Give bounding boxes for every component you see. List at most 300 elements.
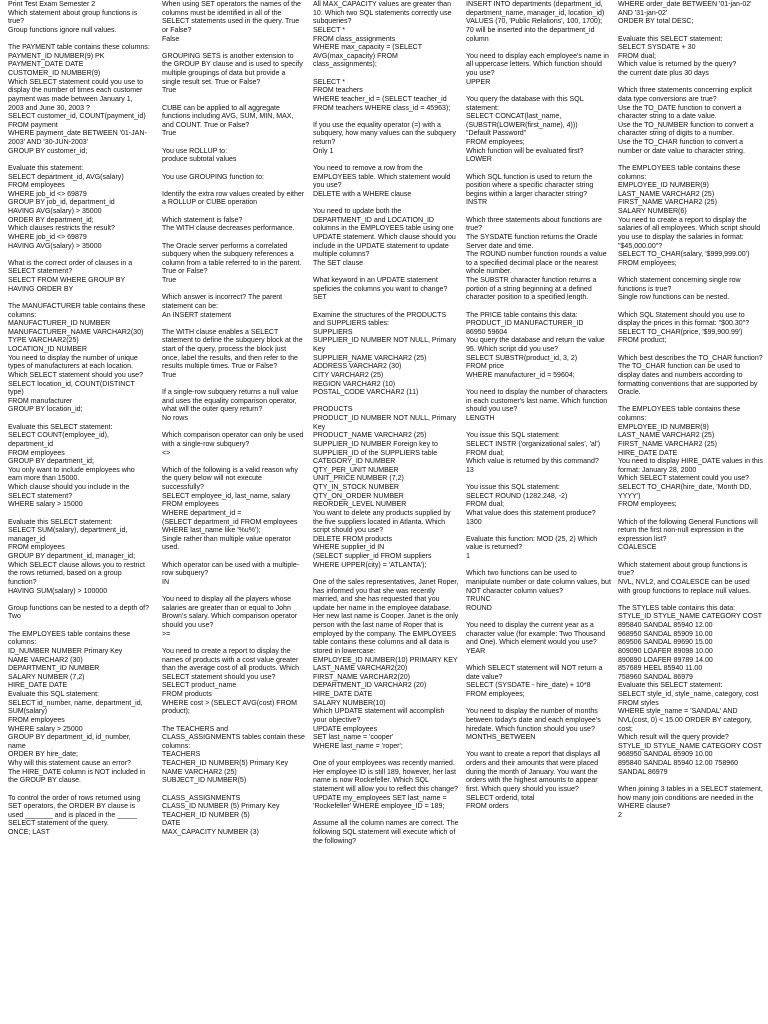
blank-line	[466, 743, 612, 752]
text-line: CATEGORY_ID NUMBER	[313, 458, 396, 466]
text-line: 758960 SANDAL 86979	[618, 673, 693, 681]
text-line: You need to display the number of unique types of manufacturers at each location. Which SELECT statement should you use?	[8, 354, 144, 379]
blank-line	[618, 510, 764, 519]
text-line: SELECT *	[313, 78, 345, 86]
text-line: Which SELECT statement could you use?	[618, 475, 750, 483]
text-line: FROM employees;	[466, 691, 525, 698]
text-line: 1	[466, 553, 470, 560]
text-line: SELECT location_id, COUNT(DISTINCT type)	[8, 380, 137, 397]
text-line: WHERE order_date BETWEEN '01-jan-02' AND '31-jan-02'	[618, 1, 754, 17]
text-line: PAYMENT_DATE DATE	[8, 61, 84, 69]
text-line: When using SET operators the names of the columns must be identified in all of the SELECT statements used in the query. True or False?	[162, 1, 303, 34]
text-line: GROUP BY department_id, id_number, name	[8, 734, 133, 750]
text-line: FROM dual;	[466, 449, 504, 457]
text-line: Single row functions can be nested.	[618, 294, 730, 302]
text-line: False	[162, 35, 180, 43]
blank-line	[313, 812, 459, 821]
text-line: FROM employees;	[618, 259, 677, 267]
text-line: SELECT customer_id, COUNT(payment_id)	[8, 113, 146, 121]
blank-line	[618, 303, 764, 312]
text-line: SALARY NUMBER(6)	[618, 208, 687, 215]
text-line: 2	[618, 811, 622, 819]
blank-line	[162, 424, 305, 433]
text-line: SELECT SUM(salary), department_id, manager_id	[8, 527, 130, 543]
text-line: DEPARTMENT_ID VARCHAR2 (20)	[313, 682, 427, 690]
text-line: FROM products	[162, 691, 212, 698]
text-line: HAVING AVG(salary) > 35000	[8, 208, 102, 215]
text-line: Evaluate this SQL statement:	[8, 691, 100, 698]
text-line: the current date plus 30 days	[618, 70, 709, 77]
text-line: Evaluate this function: MOD (25, 2) Which value is returned?	[466, 535, 600, 552]
text-line: >=	[162, 630, 171, 638]
text-line: Use the TO_DATE function to convert a character string to a date value.	[618, 104, 744, 121]
text-line: WHERE last_name = 'roper';	[313, 742, 403, 750]
text-line: 890890 LOAFER 89789 14.00	[618, 656, 713, 664]
text-line: The PAYMENT table contains these columns:	[8, 44, 150, 52]
text-line: Only 1	[313, 147, 334, 155]
text-line: LOCATION_ID NUMBER	[8, 346, 87, 353]
blank-line	[162, 458, 305, 467]
blank-line	[8, 294, 150, 303]
text-line: SET	[313, 294, 327, 302]
text-line: The SYSDATE function returns the Oracle Server date and time.	[466, 233, 600, 250]
text-line: LAST_NAME VARCHAR2 (25)	[618, 190, 715, 198]
text-line: What keyword in an UPDATE statement speficies the columns you want to change?	[313, 277, 448, 293]
text-line: You query the database with this SQL statement:	[466, 95, 586, 112]
blank-line	[466, 208, 612, 217]
text-line: Which value is returned by the query?	[618, 61, 737, 69]
text-line: The SET clause	[313, 259, 364, 267]
text-line: The TO_CHAR function can be used to display dates and numbers according to formatting conventions that are supported by Oracle.	[618, 363, 760, 397]
blank-line	[466, 475, 612, 484]
text-line: You need to display the number of characters in each customer's last name. Which function should you use?	[466, 389, 610, 414]
blank-line	[313, 70, 459, 79]
blank-line	[162, 286, 305, 295]
text-line: WHERE style_name = 'SANDAL' AND NVL(cost, 0) < 15.00 ORDER BY category, cost;	[618, 708, 754, 733]
text-line: FROM payment	[8, 121, 58, 129]
text-line: WHERE payment_date BETWEEN '01-JAN-2003' AND '30-JUN-2003'	[8, 130, 147, 146]
blank-line	[313, 570, 459, 579]
text-line: HIRE_DATE DATE	[313, 691, 373, 698]
text-line: REGION VARCHAR2 (10)	[313, 380, 396, 388]
text-line: CLASS_ASSIGNMENTS	[162, 794, 241, 802]
text-line: Assume all the column names are correct. The following SQL statement will execute which of the following?	[313, 820, 461, 845]
text-line: COALESCE	[618, 544, 657, 552]
text-line: Which best describes the TO_CHAR function?	[618, 354, 763, 362]
text-line: The TEACHERS and CLASS_ASSIGNMENTS tables contain these columns:	[162, 725, 307, 750]
blank-line	[162, 96, 305, 105]
text-line: 809090 LOAFER 89098 10.00	[618, 647, 713, 655]
text-line: Which value is returned by this command?	[466, 458, 599, 466]
blank-line	[466, 87, 612, 96]
text-line: ROUND	[466, 604, 492, 612]
text-line: Which SELECT statement will NOT return a date value?	[466, 665, 605, 681]
blank-line	[313, 156, 459, 165]
text-line: INSTR	[466, 199, 488, 207]
blank-line	[8, 786, 150, 795]
text-line: ONCE; LAST	[8, 829, 50, 836]
blank-line	[466, 381, 612, 390]
text-line: You need to create a report to display the names of products with a cost value greater than the average cost of all products. Which SELECT statement should you use?	[162, 647, 302, 681]
text-line: REORDER_LEVEL NUMBER	[313, 501, 407, 509]
text-line: IN	[162, 578, 170, 586]
text-line: Which of the following General Functions will return the first non-null expression in the expression list?	[618, 518, 760, 543]
text-line: NAME VARCHAR2 (30)	[8, 656, 83, 664]
text-line: MANUFACTURER_ID NUMBER	[8, 320, 111, 328]
text-line: The HIRE_DATE column is NOT included in the GROUP BY clause.	[8, 768, 148, 785]
text-line: One of your employees was recently married. Her employee ID is still 189, however, her last name is now Rockefeller. Which SQL statement will allow you to reflect this change?	[313, 760, 458, 793]
text-line: Which clauses restricts the result?	[8, 225, 115, 233]
text-line: SALARY NUMBER(10)	[313, 699, 386, 707]
text-line: TEACHER_ID NUMBER (5)	[162, 811, 250, 819]
text-line: You use GROUPING function to:	[162, 173, 264, 181]
text-line: SUPPLIER_ID NUMBER NOT NULL, Primary Key	[313, 337, 459, 353]
text-line: TRUNC	[466, 596, 491, 604]
text-line: DELETE with a WHERE clause	[313, 190, 412, 198]
text-line: 86950 59604	[466, 328, 508, 336]
text-line: FROM employees	[8, 449, 65, 457]
text-line: GROUP BY location_id;	[8, 406, 83, 414]
text-line: LENGTH	[466, 415, 495, 422]
blank-line	[8, 596, 150, 605]
text-line: QTY_IN_STOCK NUMBER	[313, 484, 400, 491]
text-line: UPDATE employees	[313, 725, 378, 733]
text-line: DATE	[162, 820, 181, 828]
text-line: FROM dual;	[466, 501, 504, 509]
text-line: EMPLOYEE_ID NUMBER(9)	[618, 423, 709, 431]
text-line: GROUP BY department_id, manager_id;	[8, 553, 136, 560]
text-line: SELECT ROUND (1282.248, -2)	[466, 492, 568, 500]
text-line: FROM employees;	[618, 501, 677, 509]
text-line: Which SQL Statement should you use to display the prices in this format: "$00.30"?	[618, 311, 750, 328]
blank-line	[162, 234, 305, 243]
text-line: The ROUND number function rounds a value to a specified decimal place or the nearest whole number.	[466, 251, 609, 276]
blank-line	[8, 622, 150, 631]
text-line: ORDER BY total DESC;	[618, 18, 694, 26]
blank-line	[162, 44, 305, 53]
blank-line	[618, 268, 764, 277]
blank-line	[618, 79, 764, 88]
text-line: MAX_CAPACITY NUMBER (3)	[162, 829, 259, 836]
text-line: Which two functions can be used to manipulate number or date column values, but NOT character column values?	[466, 570, 613, 595]
text-line: PRODUCT_NAME VARCHAR2 (25)	[313, 432, 427, 440]
text-line: HAVING AVG(salary) > 35000	[8, 242, 102, 250]
text-line: Evaluate this SELECT statement:	[8, 423, 113, 431]
text-line: SELECT orderid, total	[466, 794, 535, 802]
text-line: NAME VARCHAR2 (25)	[162, 768, 237, 776]
blank-line	[466, 562, 612, 571]
text-line: FIRST_NAME VARCHAR2 (25)	[618, 440, 717, 448]
text-line: TEACHERS	[162, 751, 201, 759]
blank-line	[313, 199, 459, 208]
blank-line	[466, 424, 612, 433]
text-line: PAYMENT_ID NUMBER(9) PK	[8, 52, 105, 60]
text-line: FROM class_assignments	[313, 35, 396, 43]
text-line: SELECT INSTR ('organizational sales', 'al')	[466, 440, 601, 448]
text-line: If a single-row subquery returns a null value and uses the equality comparison operator, what will the outer query return?	[162, 389, 301, 414]
text-line: SELECT TO_CHAR(hire_date, 'Month DD, YYYY')	[618, 484, 754, 500]
text-line: The MANUFACTURER table contains these columns:	[8, 302, 148, 319]
text-line: ID_NUMBER NUMBER Primary Key	[8, 647, 123, 655]
text-line: You need to display all the players whose salaries are greater than or equal to John Brown's salary. Which comparison operator should you use?	[162, 596, 300, 629]
text-column-5	[618, 1, 764, 1023]
text-line: YEAR	[466, 647, 486, 655]
text-line: You need to display each employee's name in all uppercase letters. Which function should you use?	[466, 52, 611, 77]
text-line: The PRICE table contains this data:	[466, 311, 578, 319]
text-line: produce subtotal values	[162, 156, 237, 164]
text-line: Which operator can be used with a multiple-row subquery?	[162, 561, 300, 578]
text-line: QTY_PER_UNIT NUMBER	[313, 466, 399, 474]
text-line: SUPPLIER_NAME VARCHAR2 (25)	[313, 354, 427, 362]
text-line: FROM styles	[618, 699, 659, 707]
text-line: STYLE_ID STYLE_NAME CATEGORY COST	[618, 613, 763, 621]
text-line: Which statement about group functions is true?	[8, 9, 140, 26]
blank-line	[466, 303, 612, 312]
text-line: Which SQL function is used to return the position where a specific character string begins within a larger character string?	[466, 173, 596, 198]
text-line: HAVING SUM(salary) > 100000	[8, 587, 108, 595]
text-line: FROM employees	[8, 544, 65, 552]
blank-line	[8, 36, 150, 45]
text-line: You need to remove a row from the EMPLOYEES table. Which statement would you use?	[313, 164, 453, 190]
text-line: (SELECT department_id FROM employees WHERE last_name like '%u%');	[162, 518, 300, 535]
blank-line	[466, 613, 612, 622]
blank-line	[162, 588, 305, 597]
text-line: <>	[162, 449, 171, 457]
text-line: TYPE VARCHAR2(25)	[8, 337, 79, 345]
text-line: You issue this SQL statement:	[466, 484, 560, 491]
text-line: 70 will be inserted into the department_id column	[466, 26, 597, 43]
blank-line	[162, 786, 305, 795]
text-line: SELECT employee_id, last_name, salary	[162, 492, 291, 500]
blank-line	[162, 717, 305, 726]
text-line: LAST_NAME VARCHAR2 (25)	[618, 432, 715, 440]
text-line: The WITH clause decreases performance.	[162, 225, 295, 233]
blank-line	[162, 381, 305, 390]
text-line: You need to create a report to display the salaries of all employees. Which script should you use to display the salaries in format: "$45,000.00"?	[618, 216, 763, 250]
text-line: FROM teachers	[313, 87, 363, 95]
text-line: Use the TO_CHAR function to convert a number or date value to character string.	[618, 139, 746, 155]
text-line: LAST_NAME VARCHAR2(20)	[313, 665, 408, 673]
text-line: To control the order of rows returned using SET operators, the ORDER BY clause is used _______ and is placed in the _____ SELECT statement of the query.	[8, 794, 143, 828]
text-line: UPDATE my_employees SET last_name = 'Rockefeller' WHERE employee_ID = 189;	[313, 794, 449, 811]
text-line: The WITH clause enables a SELECT statement to define the subquery block at the start of the query, process the block just once, label the results, and then refer to the results multiple times. True or False?	[162, 328, 305, 371]
text-line: ORDER BY department_id;	[8, 216, 94, 224]
text-line: ADDRESS VARCHAR2 (30)	[313, 363, 402, 371]
text-line: 857689 HEEL 85940 11.00	[618, 665, 703, 673]
text-line: SELECT CONCAT(last_name, (SUBSTR(LOWER(first_name), 4)))	[466, 113, 578, 129]
text-column-3	[313, 1, 459, 1023]
text-line: CITY VARCHAR2 (25)	[313, 371, 384, 379]
text-line: QTY_ON_ORDER NUMBER	[313, 492, 404, 500]
text-line: Which comparison operator can only be used with a single-row subquery?	[162, 432, 306, 448]
blank-line	[466, 165, 612, 174]
text-line: No rows	[162, 415, 188, 422]
text-line: Single rather than multiple value operator used.	[162, 535, 293, 552]
text-line: Evaluate this SELECT statement:	[8, 518, 113, 526]
blank-line	[466, 527, 612, 536]
text-line: All MAX_CAPACITY values are greater than 10. Which two SQL statements correctly use subqueries?	[313, 1, 454, 26]
text-line: Group functions can be nested to a depth of?	[8, 604, 150, 612]
text-line: SET last_name = 'cooper'	[313, 734, 394, 742]
text-line: EMPLOYEE_ID NUMBER(9)	[618, 182, 709, 190]
text-line: Which UPDATE statement will accomplish your objective?	[313, 708, 447, 724]
blank-line	[313, 751, 459, 760]
text-line: WHERE cost > (SELECT AVG(cost) FROM product);	[162, 699, 299, 716]
text-line: Which SELECT clause allows you to restrict the rows returned, based on a group function?	[8, 561, 147, 586]
text-line: Which result will the query provide?	[618, 734, 729, 742]
text-line: SELECT style_id, style_name, category, cost	[618, 691, 759, 698]
text-line: You use ROLLUP to:	[162, 147, 228, 155]
text-line: Print Test Exam Semester 2	[8, 1, 96, 8]
text-line: FROM dual;	[618, 52, 656, 60]
text-line: The EMPLOYEES table contains these columns:	[8, 630, 133, 647]
blank-line	[618, 777, 764, 786]
text-column-2	[162, 1, 305, 1023]
text-line: TEACHER_ID NUMBER(5) Primary Key	[162, 760, 289, 767]
text-line: 13	[466, 466, 474, 474]
text-line: SELECT COUNT(employee_id), department_id	[8, 432, 111, 448]
text-line: PRODUCT_ID NUMBER NOT NULL, Primary Key	[313, 415, 459, 431]
text-line: WHERE supplier_id IN	[313, 544, 385, 552]
text-line: Which of the following is a valid reason why the query below will not execute successfully?	[162, 466, 300, 491]
text-line: The EMPLOYEES table contains these columns:	[618, 406, 743, 422]
text-line: WHERE job_id <> 69879	[8, 233, 87, 241]
text-line: WHERE job_id <> 69879	[8, 190, 87, 198]
text-line: SELECT id_number, name, department_id, SUM(salary)	[8, 699, 145, 716]
blank-line	[162, 320, 305, 329]
text-line: SELECT TO_CHAR(price, '$99,900.99')	[618, 328, 743, 336]
text-line: CLASS_ID NUMBER (5) Primary Key	[162, 803, 280, 811]
text-line: You need to display the current year as a character value (for example: Two Thousand and One). Which element would you use?	[466, 622, 608, 647]
text-line: WHERE max_capacity = (SELECT AVG(max_capacity) FROM class_assignments);	[313, 44, 424, 69]
blank-line	[313, 303, 459, 312]
text-line: FROM price	[466, 363, 504, 371]
text-line: SELECT FROM WHERE GROUP BY HAVING ORDER BY	[8, 277, 128, 293]
text-line: INSERT INTO departments (department_id, department_name, manager_id, location_id)	[466, 1, 605, 17]
text-line: Which SELECT statement could you use to display the number of times each customer payment was made between January 1, 2003 and June 30, 2003 ?	[8, 78, 145, 112]
text-line: WHERE salary > 15000	[8, 501, 83, 509]
text-line: Examine the structures of the PRODUCTS and SUPPLIERS tables:	[313, 311, 449, 328]
blank-line	[162, 553, 305, 562]
text-line: Group functions ignore null values.	[8, 26, 117, 34]
text-line: HIRE_DATE DATE	[8, 682, 68, 690]
blank-line	[162, 165, 305, 174]
text-line: GROUP BY job_id, department_id	[8, 199, 115, 207]
text-line: Which clause should you include in the SELECT statement?	[8, 484, 132, 500]
text-line: SELECT product_name	[162, 682, 237, 690]
text-line: GROUPING SETS is another extension to the GROUP BY clause and is used to specify multiple groupings of data but provide a single result set. True or False?	[162, 52, 305, 86]
text-line: GROUP BY department_id;	[8, 458, 94, 466]
text-line: True	[162, 130, 177, 138]
text-line: You need to display HIRE_DATE values in this format: January 28, 2000	[618, 458, 765, 474]
text-line: The EMPLOYEES table contains these columns:	[618, 164, 743, 181]
text-line: Identify the extra row values created by either a ROLLUP or CUBE operation	[162, 190, 307, 207]
text-line: Which three statements concerning explicit data type conversions are true?	[618, 87, 754, 103]
text-line: SELECT *	[313, 26, 345, 34]
blank-line	[466, 657, 612, 666]
blank-line	[162, 182, 305, 191]
text-line: You need to display the number of months between today's date and each employee's hiredate. Which function should you use?	[466, 708, 603, 733]
text-line: 1300	[466, 518, 482, 526]
text-line: Evaluate this SELECT statement:	[618, 682, 723, 690]
text-line: An INSERT statement	[162, 311, 232, 319]
text-line: UNIT_PRICE NUMBER (7,2)	[313, 475, 404, 483]
text-line: What value does this statement produce?	[466, 509, 596, 517]
text-line: ORDER BY hire_date;	[8, 751, 78, 759]
blank-line	[313, 268, 459, 277]
text-line: SELECT department_id, AVG(salary)	[8, 173, 124, 181]
blank-line	[313, 113, 459, 122]
text-line: SELECT SUBSTR(product_id, 3, 2)	[466, 354, 578, 362]
text-line: EMPLOYEE_ID NUMBER(10) PRIMARY KEY	[313, 656, 458, 664]
text-line: MANUFACTURER_NAME VARCHAR2(30)	[8, 328, 144, 336]
text-column-1	[8, 1, 150, 1023]
text-line: FROM employees;	[466, 139, 525, 146]
text-line: You want to delete any products supplied by the five suppliers located in Atlanta. Which script should you use?	[313, 509, 453, 535]
text-line: Evaluate this SELECT statement:	[618, 35, 723, 43]
text-line: You issue this SQL statement:	[466, 432, 560, 440]
text-line: The SUBSTR character function returns a portion of a string beginning at a defined character position to a specified length.	[466, 277, 599, 302]
text-line: HIRE_DATE DATE	[618, 449, 678, 457]
text-line: WHERE teacher_id = (SELECT teacher_id FROM teachers WHERE class_id = 45963);	[313, 95, 451, 112]
text-line: Evaluate this statement:	[8, 164, 84, 172]
text-line: SELECT TO_CHAR(salary, '$999,999.00')	[618, 251, 750, 259]
text-line: DEPARTMENT_ID NUMBER	[8, 665, 100, 673]
text-line: True	[162, 371, 177, 379]
text-line: FROM manufacturer	[8, 397, 73, 405]
text-line: The STYLES table contains this data:	[618, 604, 736, 612]
text-line: When joining 3 tables in a SELECT statement, how many join conditions are needed in the WHERE clause?	[618, 785, 765, 811]
text-line: CUSTOMER_ID NUMBER(9)	[8, 70, 101, 77]
text-line: SELECT (SYSDATE - hire_date) + 10*8	[466, 682, 591, 690]
text-line: Which three statements about functions are true?	[466, 216, 604, 233]
blank-line	[618, 596, 764, 605]
text-line: MONTHS_BETWEEN	[466, 734, 536, 742]
text-line: If you use the equality operator (=) with a subquery, how many values can the subquery return?	[313, 121, 458, 146]
blank-line	[8, 415, 150, 424]
text-line: 895840 SANDAL 85940 12.00 758960 SANDAL 86979	[618, 760, 740, 776]
blank-line	[466, 700, 612, 709]
text-line: FROM employees	[8, 182, 65, 190]
blank-line	[162, 639, 305, 648]
text-line: POSTAL_CODE VARCHAR2 (11)	[313, 389, 419, 397]
text-line: 968950 SANDAL 85909 10.00	[618, 630, 713, 638]
text-line: LOWER	[466, 156, 492, 164]
text-line: VALUES (70, 'Public Relations', 100, 1700);	[466, 18, 603, 26]
text-line: (SELECT supplier_id FROM suppliers WHERE UPPER(city) = 'ATLANTA');	[313, 553, 434, 569]
text-line: Which statement is false?	[162, 216, 243, 224]
blank-line	[8, 510, 150, 519]
text-line: Two	[8, 613, 21, 621]
text-line: SUBJECT_ID NUMBER(5)	[162, 777, 247, 785]
blank-line	[162, 208, 305, 217]
text-line: FROM orders	[466, 803, 509, 811]
text-line: CUBE can be applied to all aggregate functions including AVG, SUM, MIN, MAX, and COUNT. True or False?	[162, 104, 296, 129]
text-line: What is the correct order of clauses in a SELECT statement?	[8, 259, 135, 276]
text-line: FIRST_NAME VARCHAR2 (25)	[618, 199, 717, 207]
text-line: FROM employees	[8, 716, 65, 724]
blank-line	[8, 251, 150, 260]
text-line: UPPER	[466, 78, 491, 86]
text-line: NVL, NVL2, and COALESCE can be used with group functions to replace null values.	[618, 578, 752, 595]
text-line: True	[162, 87, 177, 95]
blank-line	[313, 398, 459, 407]
text-line: FROM product;	[618, 337, 667, 345]
text-line: You need to update both the DEPARTMENT_ID and LOCATION_ID columns in the EMPLOYEES table using one UPDATE statement. Which clause should you include in the UPDATE statement to update multiple columns?	[313, 208, 458, 259]
text-line: PRODUCTS	[313, 406, 353, 414]
text-column-4	[466, 1, 612, 1023]
text-line: STYLE_ID STYLE_NAME CATEGORY COST 968950 SANDAL 85909 10.00	[618, 742, 764, 759]
